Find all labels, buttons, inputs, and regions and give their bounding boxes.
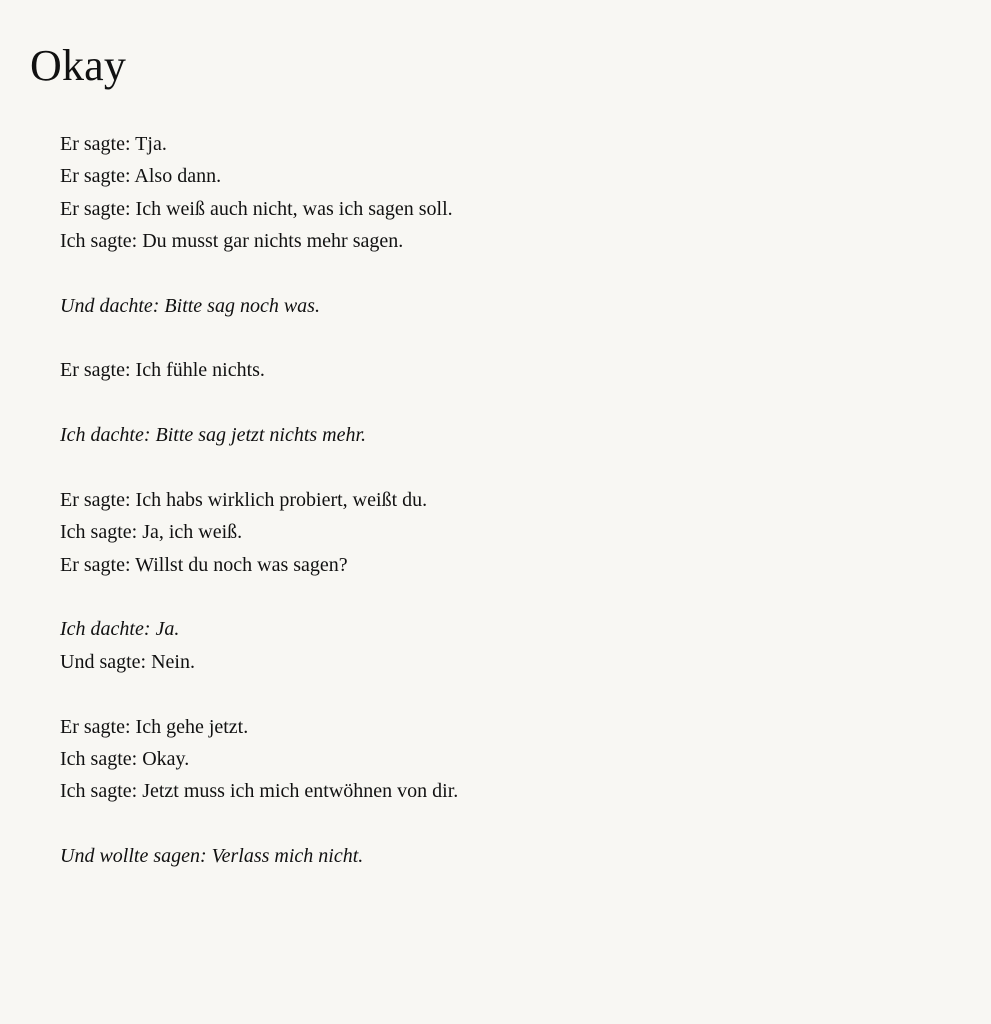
- poem-line: Er sagte: Ich fühle nichts.: [60, 359, 265, 382]
- stanza: [60, 711, 940, 808]
- poem-line-thought: Und dachte: Bitte sag noch was.: [60, 294, 320, 317]
- poem-line: Und sagte: Nein.: [60, 650, 195, 673]
- poem-line-thought: Ich dachte: Ja.: [60, 618, 180, 641]
- poem-line: Ich sagte: Jetzt muss ich mich entwöhnen von dir.: [60, 780, 459, 803]
- poem-line-thought: Ich dachte: Bitte sag jetzt nichts mehr.: [60, 424, 367, 447]
- poem-line: Er sagte: Tja.: [60, 133, 167, 155]
- stanza: [60, 290, 940, 322]
- poem-line: Ich sagte: Ja, ich weiß.: [60, 521, 243, 544]
- stanza: [60, 840, 940, 872]
- stanza: [60, 613, 940, 678]
- poem-line: Er sagte: Ich weiß auch nicht, was ich sagen soll.: [60, 197, 453, 220]
- poem-line: Er sagte: Ich habs wirklich probiert, weißt du.: [60, 489, 428, 512]
- poem-line: Er sagte: Willst du noch was sagen?: [60, 553, 348, 576]
- stanza: [60, 354, 940, 386]
- poem-line: Er sagte: Ich gehe jetzt.: [60, 715, 249, 738]
- poem-body: [60, 128, 940, 905]
- poem-line: Er sagte: Also dann.: [60, 165, 222, 188]
- stanza: [60, 484, 940, 581]
- stanza: [60, 419, 940, 451]
- stanza: [60, 128, 940, 257]
- poem-line-thought: Und wollte sagen: Verlass mich nicht.: [60, 844, 364, 867]
- page-title: Okay: [30, 41, 127, 90]
- poem-line: Ich sagte: Okay.: [60, 747, 190, 770]
- poem-line: Ich sagte: Du musst gar nichts mehr sagen.: [60, 229, 404, 252]
